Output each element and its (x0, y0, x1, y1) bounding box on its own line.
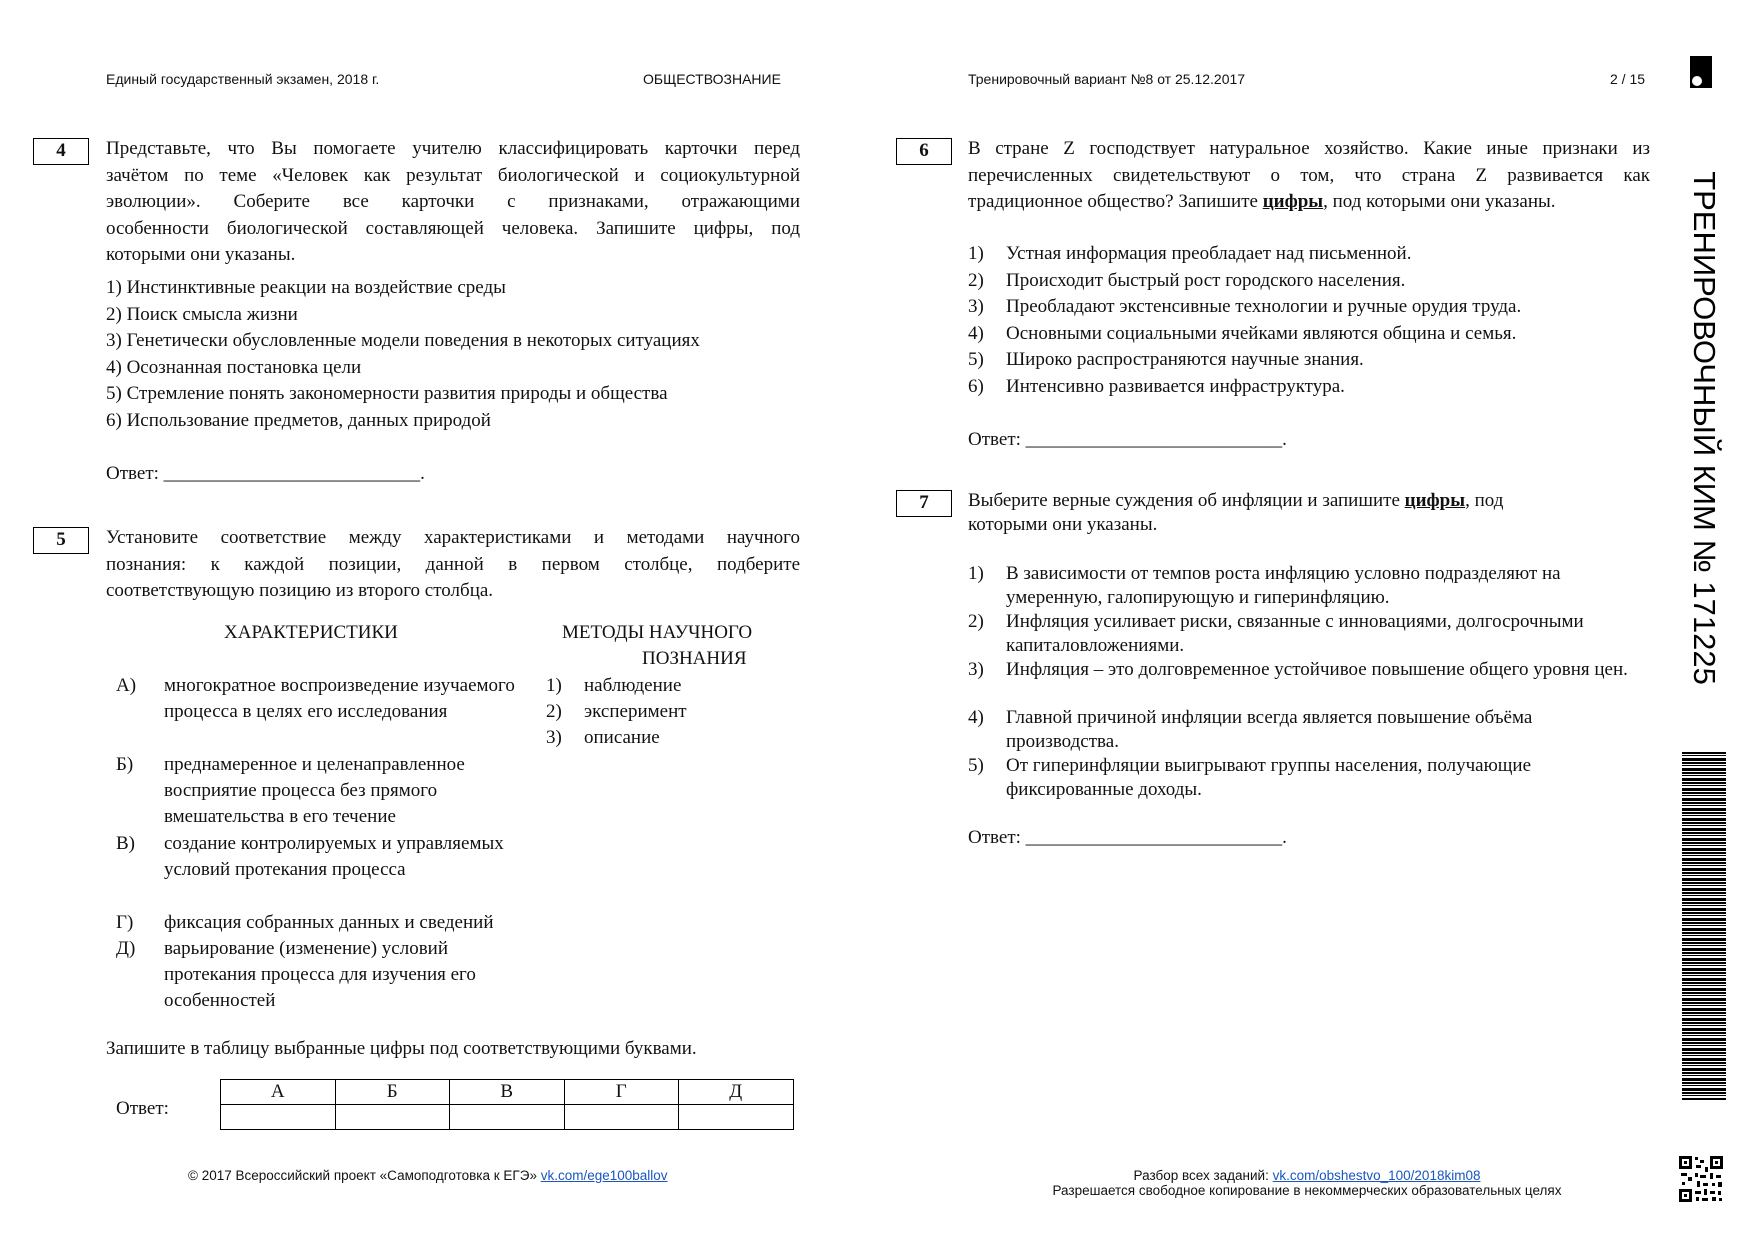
table-header-cell: А (221, 1080, 336, 1105)
option-item: 5) Стремление понять закономерности развития природы и общества (106, 383, 668, 404)
table-header-cell: Г (564, 1080, 679, 1105)
question-number-box: 6 (896, 138, 952, 165)
option-item: 1) Инстинктивные реакции на воздействие среды (106, 277, 506, 298)
barcode-image (1682, 752, 1726, 1100)
answer-cell[interactable] (564, 1105, 679, 1130)
question-number-box: 5 (33, 527, 89, 554)
table-header-cell: Д (679, 1080, 794, 1105)
answer-label: Ответ: (116, 1098, 169, 1119)
header-page-number: 2 / 15 (1610, 71, 1646, 87)
option-item: 4) Осознанная постановка цели (106, 357, 362, 378)
table-instruction: Запишите в таблицу выбранные цифры под соответствующими буквами. (106, 1038, 697, 1059)
option-item: 3) Генетически обусловленные модели поведения в некоторых ситуациях (106, 330, 700, 351)
answer-cell[interactable] (450, 1105, 565, 1130)
option-item: 6) Использование предметов, данных природой (106, 410, 491, 431)
answer-line[interactable]: Ответ: ___________________________. (968, 429, 1287, 450)
table-header-cell: Б (335, 1080, 450, 1105)
answer-table (220, 1079, 794, 1130)
header-subject: ОБЩЕСТВОЗНАНИЕ (643, 71, 781, 87)
header-exam-title: Единый государственный экзамен, 2018 г. (106, 71, 380, 87)
column-header-characteristics: ХАРАКТЕРИСТИКИ (224, 622, 398, 643)
footer-link-ege[interactable]: vk.com/ege100ballov (540, 1168, 668, 1183)
question-6-text: В стране Z господствует натуральное хозяйство. Какие иные признаки из перечисленных свидетельствуют о том, что страна Z развивается как традиционное общество? Запишите цифры, под которыми они указаны. (968, 138, 1650, 212)
answer-line[interactable]: Ответ: ___________________________. (106, 463, 425, 484)
question-7-text: Выберите верные суждения об инфляции и запишите цифры, под которыми они указаны. (968, 490, 1504, 535)
column-header-methods: МЕТОДЫ НАУЧНОГО (562, 622, 753, 643)
qr-code-image (1678, 1155, 1724, 1203)
vertical-kim-label: ТРЕНИРОВОЧНЫЙ КИМ № 171225 (1687, 171, 1722, 685)
answer-cell[interactable] (335, 1105, 450, 1130)
answer-cell[interactable] (221, 1105, 336, 1130)
question-4-text: Представьте, что Вы помогаете учителю классифицировать карточки перед зачётом по теме «Человек как результат биологической и социокультурной эволюции». Соберите все карточки с признаками, отражающими особенности биологической составляющей человека. Запишите цифры, под которыми они указаны. (106, 138, 800, 265)
question-number-box: 4 (33, 138, 89, 165)
table-header-cell: В (450, 1080, 565, 1105)
footer-copyright: © 2017 Всероссийский проект «Самоподготовка к ЕГЭ» vk.com/ege100ballov (188, 1168, 668, 1183)
question-number-box: 7 (896, 490, 952, 517)
footer-link-analysis[interactable]: vk.com/obshestvo_100/2018kim08 (1272, 1168, 1481, 1183)
bold-keyword: цифры (1404, 490, 1466, 511)
header-variant: Тренировочный вариант №8 от 25.12.2017 (968, 71, 1246, 87)
answer-cell[interactable] (679, 1105, 794, 1130)
corner-marker-icon (1690, 56, 1712, 88)
answer-line[interactable]: Ответ: ___________________________. (968, 827, 1287, 848)
column-header-methods-2: ПОЗНАНИЯ (642, 648, 747, 669)
option-item: 2) Поиск смысла жизни (106, 304, 298, 325)
question-5-text: Установите соответствие между характеристиками и методами научного познания: к каждой позиции, данной в первом столбце, подберите соответствующую позицию из второго столбца. (106, 527, 800, 601)
footer-right: Разбор всех заданий: vk.com/obshestvo_100/2018kim08 Разрешается свободное копирование в некоммерческих образовательных целях (1029, 1168, 1585, 1198)
footer-copy-permission: Разрешается свободное копирование в некоммерческих образовательных целях (1052, 1183, 1562, 1198)
bold-keyword: цифры (1262, 191, 1324, 212)
